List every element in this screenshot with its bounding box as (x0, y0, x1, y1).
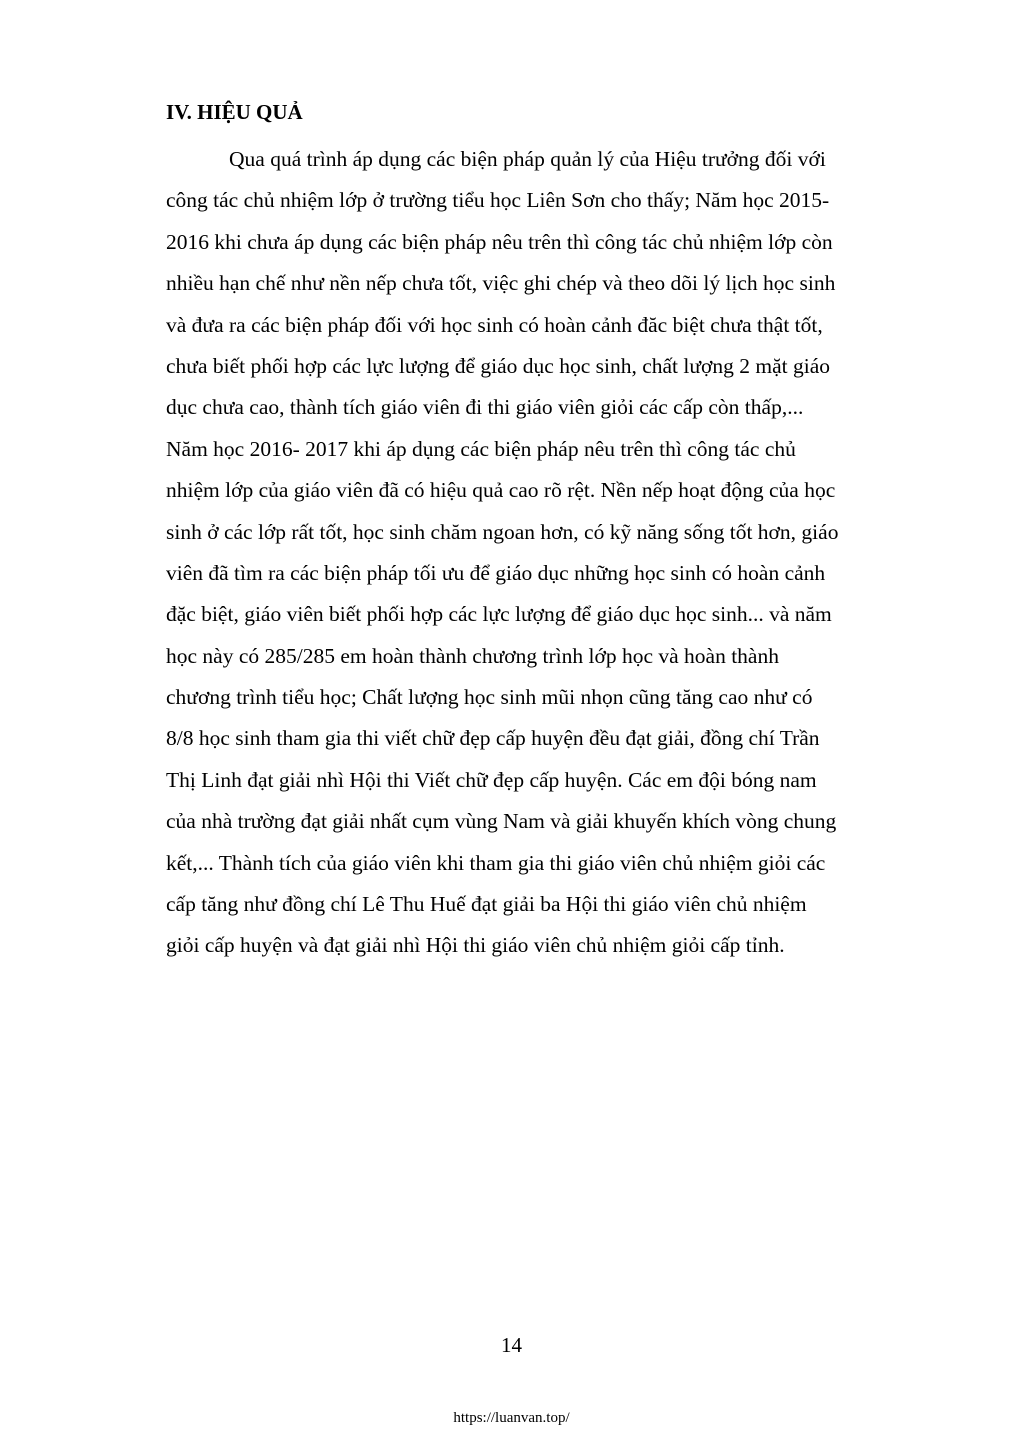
paragraph-line: nhiều hạn chế như nền nếp chưa tốt, việc ghi chép và theo dõi lý lịch học sinh (166, 271, 836, 296)
paragraph-line: kết,... Thành tích của giáo viên khi tham gia thi giáo viên chủ nhiệm giỏi các (166, 850, 826, 875)
paragraph-line: giỏi cấp huyện và đạt giải nhì Hội thi giáo viên chủ nhiệm giỏi cấp tỉnh. (166, 933, 785, 958)
body-paragraph (166, 139, 936, 967)
paragraph-line: Năm học 2016- 2017 khi áp dụng các biện pháp nêu trên thì công tác chủ (166, 436, 796, 461)
paragraph-line: viên đã tìm ra các biện pháp tối ưu để giáo dục những học sinh có hoàn cảnh (166, 560, 826, 585)
footer-url: https://luanvan.top/ (453, 1410, 570, 1426)
paragraph-line: 2016 khi chưa áp dụng các biện pháp nêu trên thì công tác chủ nhiệm lớp còn (166, 229, 833, 254)
paragraph-line: Qua quá trình áp dụng các biện pháp quản lý của Hiệu trưởng đối với (229, 147, 826, 171)
paragraph-line: và đưa ra các biện pháp đối với học sinh có hoàn cảnh đăc biệt chưa thật tốt, (166, 312, 823, 337)
paragraph-line: Thị Linh đạt giải nhì Hội thi Viết chữ đẹp cấp huyện. Các em đội bóng nam (166, 767, 817, 792)
paragraph-line: sinh ở các lớp rất tốt, học sinh chăm ngoan hơn, có kỹ năng sống tốt hơn, giáo (166, 519, 839, 544)
section-heading: IV. HIỆU QUẢ (166, 100, 303, 124)
paragraph-line: học này có 285/285 em hoàn thành chương trình lớp học và hoàn thành (166, 643, 779, 668)
paragraph-line: của nhà trường đạt giải nhất cụm vùng Nam và giải khuyến khích vòng chung (166, 809, 837, 834)
paragraph-line: 8/8 học sinh tham gia thi viết chữ đẹp cấp huyện đều đạt giải, đồng chí Trần (166, 726, 820, 751)
paragraph-line: công tác chủ nhiệm lớp ở trường tiểu học Liên Sơn cho thấy; Năm học 2015- (166, 188, 830, 213)
page-number: 14 (501, 1333, 522, 1357)
paragraph-line: cấp tăng như đồng chí Lê Thu Huế đạt giải ba Hội thi giáo viên chủ nhiệm (166, 892, 807, 917)
paragraph-line: nhiệm lớp của giáo viên đã có hiệu quả cao rõ rệt. Nền nếp hoạt động của học (166, 478, 836, 503)
paragraph-line: đặc biệt, giáo viên biết phối hợp các lực lượng để giáo dục học sinh... và năm (166, 602, 832, 627)
paragraph-line: chưa biết phối hợp các lực lượng để giáo dục học sinh, chất lượng 2 mặt giáo (166, 353, 831, 378)
paragraph-line: chương trình tiểu học; Chất lượng học sinh mũi nhọn cũng tăng cao như có (166, 685, 813, 710)
paragraph-line: dục chưa cao, thành tích giáo viên đi thi giáo viên giỏi các cấp còn thấp,... (166, 395, 804, 420)
